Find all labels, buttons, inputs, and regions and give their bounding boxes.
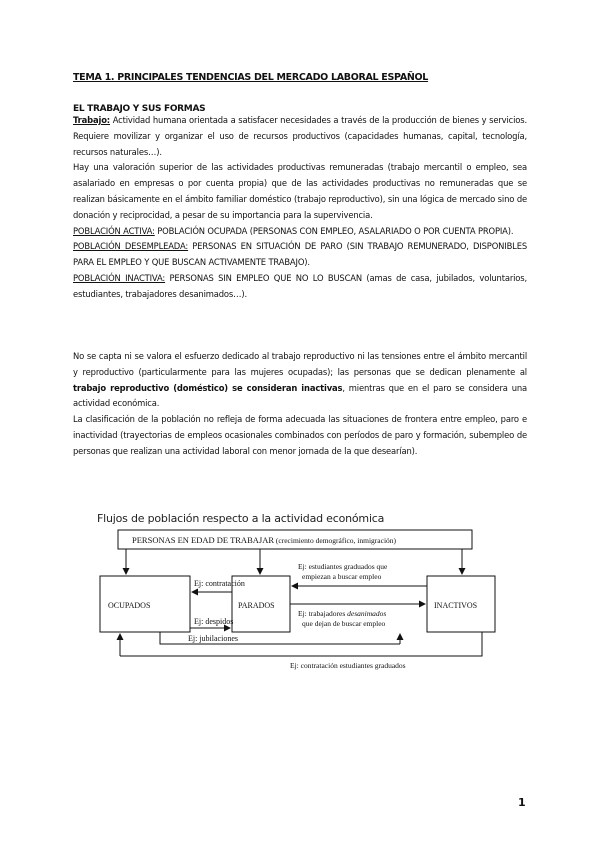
inactiva-label: POBLACIÓN INACTIVA:: [73, 272, 166, 283]
graduados-label: Ej: contratación estudiantes graduados: [290, 661, 406, 670]
inactiva-text: PERSONAS SIN EMPLEO QUE NO LO BUSCAN (amas de casa, jubilados, voluntarios, estudiantes, trabajadores desanimados…).: [73, 272, 527, 299]
ocupados-label: OCUPADOS: [108, 601, 151, 610]
estudiantes-label-1: Ej: estudiantes graduados que: [298, 562, 388, 571]
page-title: TEMA 1. PRINCIPALES TENDENCIAS DEL MERCADO LABORAL ESPAÑOL: [73, 72, 429, 83]
paragraph-clasificacion: La clasificación de la población no refleja de forma adecuada las situaciones de frontera entre empleo, paro e inactividad (trayectorias de empleos ocasionales combinados con períodos de paro y formación, subempleo de personas que realizan una actividad laboral con menor jornada de la que desearían).: [73, 414, 527, 456]
definition-desempleada: [73, 239, 527, 271]
despidos-label: Ej: despidos: [194, 617, 234, 626]
section-heading: EL TRABAJO Y SUS FORMAS: [73, 104, 206, 114]
trabajo-label: Trabajo:: [73, 115, 110, 125]
parados-label: PARADOS: [238, 601, 275, 610]
reproductivo-bold: trabajo reproductivo (doméstico) se consideran inactivas: [73, 382, 343, 393]
desempleada-text: PERSONAS EN SITUACIÓN DE PARO (SIN TRABAJO REMUNERADO, DISPONIBLES PARA EL EMPLEO Y QUE BUSCAN ACTIVAMENTE TRABAJO).: [73, 241, 527, 268]
trabajo-text: Actividad humana orientada a satisfacer necesidades a través de la producción de bienes y servicios. Requiere movilizar y organizar el uso de recursos productivos (capacidades humanas, capital, tecnología, recursos naturales…).: [73, 115, 527, 157]
activa-text: POBLACIÓN OCUPADA (PERSONAS CON EMPLEO, ASALARIADO O POR CUENTA PROPIA).: [154, 225, 514, 236]
paragraph-trabajo: [73, 113, 527, 160]
definition-activa: [73, 224, 527, 240]
page-number: 1: [518, 796, 526, 809]
paragraph-valoracion: Hay una valoración superior de las actividades productivas remuneradas (trabajo mercantil o empleo, sea asalariado en empresas o por cuenta propia) que de las actividades productivas no remuneradas que se realizan básicamente en el ámbito familiar doméstico (trabajo reproductivo), sin una lógica de mercado sino de donación y reciprocidad, a pesar de su importancia para la supervivencia.: [73, 162, 527, 220]
body-text-block-2: [73, 349, 527, 460]
desanimados-label-1: Ej: trabajadores desanimados: [298, 609, 387, 618]
diagram-title: Flujos de población respecto a la actividad económica: [97, 512, 385, 525]
top-box-label: PERSONAS EN EDAD DE TRABAJAR (crecimiento demográfico, inmigración): [132, 535, 397, 545]
desanimados-label-2: que dejan de buscar empleo: [302, 619, 386, 628]
paragraph-reproductivo: [73, 349, 527, 412]
reproductivo-text-b: , mientras que en el paro se considera una actividad económica.: [73, 382, 527, 409]
estudiantes-label-2: empiezan a buscar empleo: [302, 572, 382, 581]
desempleada-label: POBLACIÓN DESEMPLEADA:: [73, 241, 189, 252]
definition-inactiva: [73, 271, 527, 303]
population-flow-diagram: [90, 528, 510, 678]
activa-label: POBLACIÓN ACTIVA:: [73, 225, 155, 236]
reproductivo-text-a: No se capta ni se valora el esfuerzo dedicado al trabajo reproductivo ni las tensiones entre el ámbito mercantil y reproductivo (particularmente para las mujeres ocupadas); las personas que se dedican plenamente al: [73, 351, 527, 377]
body-text-block-1: [73, 113, 527, 303]
inactivos-label: INACTIVOS: [434, 601, 478, 610]
contratacion-label: Ej: contratación: [194, 579, 245, 588]
jubilaciones-label: Ej: jubilaciones: [188, 634, 238, 643]
